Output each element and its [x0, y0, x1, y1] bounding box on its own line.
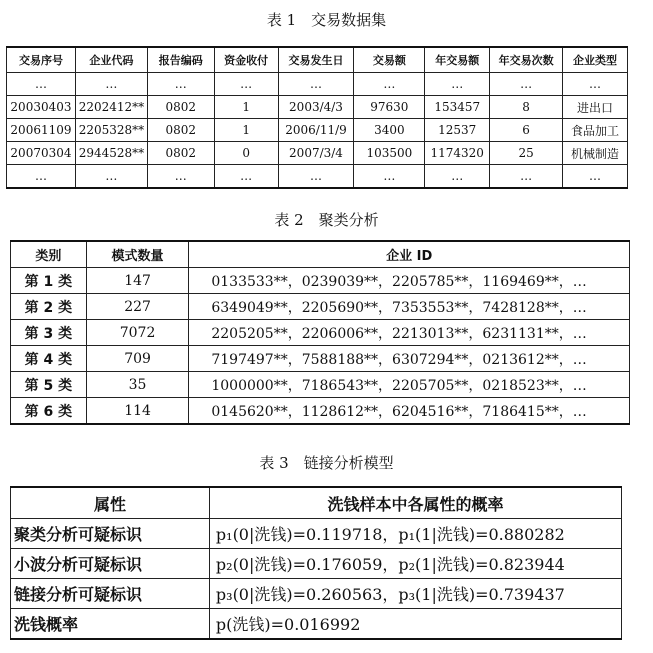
table2-title: 表 2 聚类分析: [274, 211, 379, 229]
enterprise-ids: 0133533**，0239039**，2205785**，1169469**，…: [189, 268, 630, 294]
pattern-count: 709: [86, 346, 189, 372]
column-header: 类别: [11, 241, 87, 268]
table-cell: 进出口: [563, 96, 628, 119]
table-row: [11, 372, 630, 398]
table-row: [11, 294, 630, 320]
table-row: [7, 165, 628, 189]
table-cell: …: [75, 73, 147, 96]
table-cell: 机械制造: [563, 142, 628, 165]
probability-value: p₂(0|洗钱)=0.176059，p₂(1|洗钱)=0.823944: [209, 549, 621, 579]
column-header: 洗钱样本中各属性的概率: [209, 487, 621, 519]
enterprise-ids: 7197497**，7588188**，6307294**，0213612**，…: [189, 346, 630, 372]
table-row: [7, 73, 628, 96]
table-cell: 1: [214, 119, 278, 142]
probability-value: p₃(0|洗钱)=0.260563，p₃(1|洗钱)=0.739437: [209, 579, 621, 609]
table-cell: …: [147, 165, 214, 189]
link-analysis-model-table: [10, 486, 622, 640]
transaction-dataset-table: [6, 46, 628, 189]
pattern-count: 114: [86, 398, 189, 425]
table-cell: 2202412**: [75, 96, 147, 119]
table3-title: 表 3 链接分析模型: [259, 454, 394, 472]
attribute-label: 聚类分析可疑标识: [11, 519, 210, 549]
table-cell: …: [425, 165, 490, 189]
table-cell: 1: [214, 96, 278, 119]
enterprise-ids: 1000000**，7186543**，2205705**，0218523**，…: [189, 372, 630, 398]
table-cell: …: [278, 165, 354, 189]
pattern-count: 7072: [86, 320, 189, 346]
table-cell: 0802: [147, 96, 214, 119]
table-cell: 25: [490, 142, 563, 165]
table-cell: 20070304: [7, 142, 76, 165]
table-cell: …: [75, 165, 147, 189]
table-cell: 20061109: [7, 119, 76, 142]
table-cell: …: [354, 73, 425, 96]
column-header: 属性: [11, 487, 210, 519]
table-cell: 2205328**: [75, 119, 147, 142]
column-header: 交易序号: [7, 47, 76, 73]
column-header: 企业类型: [563, 47, 628, 73]
table-row: [11, 268, 630, 294]
pattern-count: 227: [86, 294, 189, 320]
cluster-label: 第 1 类: [11, 268, 87, 294]
enterprise-ids: 0145620**，1128612**，6204516**，7186415**，…: [189, 398, 630, 425]
table-cell: …: [214, 73, 278, 96]
table-row: [11, 398, 630, 425]
table-row: [11, 549, 622, 579]
table-row: [7, 142, 628, 165]
pattern-count: 35: [86, 372, 189, 398]
pattern-count: 147: [86, 268, 189, 294]
cluster-analysis-table: [10, 240, 630, 425]
table-cell: …: [278, 73, 354, 96]
table-cell: 97630: [354, 96, 425, 119]
table-cell: …: [7, 165, 76, 189]
table-header-row: [11, 241, 630, 268]
table-cell: …: [7, 73, 76, 96]
enterprise-ids: 6349049**，2205690**，7353553**，7428128**，…: [189, 294, 630, 320]
table-row: [11, 609, 622, 640]
table-row: [7, 96, 628, 119]
table-cell: 103500: [354, 142, 425, 165]
column-header: 年交易额: [425, 47, 490, 73]
enterprise-ids: 2205205**，2206006**，2213013**，6231131**，…: [189, 320, 630, 346]
table-row: [11, 579, 622, 609]
table-cell: …: [425, 73, 490, 96]
cluster-label: 第 6 类: [11, 398, 87, 425]
cluster-label: 第 4 类: [11, 346, 87, 372]
table-cell: 食品加工: [563, 119, 628, 142]
table-cell: 0: [214, 142, 278, 165]
cluster-label: 第 3 类: [11, 320, 87, 346]
table-cell: 6: [490, 119, 563, 142]
column-header: 资金收付: [214, 47, 278, 73]
table-row: [11, 320, 630, 346]
attribute-label: 洗钱概率: [11, 609, 210, 640]
probability-value: p₁(0|洗钱)=0.119718，p₁(1|洗钱)=0.880282: [209, 519, 621, 549]
column-header: 交易发生日: [278, 47, 354, 73]
table-cell: 1174320: [425, 142, 490, 165]
probability-value: p(洗钱)=0.016992: [209, 609, 621, 640]
column-header: 交易额: [354, 47, 425, 73]
table1-title: 表 1 交易数据集: [266, 11, 387, 29]
column-header: 模式数量: [86, 241, 189, 268]
table-header-row: [11, 487, 622, 519]
attribute-label: 小波分析可疑标识: [11, 549, 210, 579]
cluster-label: 第 2 类: [11, 294, 87, 320]
table-cell: 2007/3/4: [278, 142, 354, 165]
attribute-label: 链接分析可疑标识: [11, 579, 210, 609]
table-cell: 0802: [147, 142, 214, 165]
table-row: [11, 346, 630, 372]
table-cell: 153457: [425, 96, 490, 119]
column-header: 报告编码: [147, 47, 214, 73]
column-header: 企业 ID: [189, 241, 630, 268]
table-cell: 2003/4/3: [278, 96, 354, 119]
cluster-label: 第 5 类: [11, 372, 87, 398]
column-header: 年交易次数: [490, 47, 563, 73]
table-cell: 2944528**: [75, 142, 147, 165]
table-cell: 2006/11/9: [278, 119, 354, 142]
table-cell: …: [563, 73, 628, 96]
table-cell: 12537: [425, 119, 490, 142]
column-header: 企业代码: [75, 47, 147, 73]
table-cell: …: [563, 165, 628, 189]
table-row: [7, 119, 628, 142]
table-cell: 3400: [354, 119, 425, 142]
table-cell: 20030403: [7, 96, 76, 119]
table-row: [11, 519, 622, 549]
table-cell: …: [214, 165, 278, 189]
table-header-row: [7, 47, 628, 73]
table-cell: …: [490, 73, 563, 96]
table-cell: …: [147, 73, 214, 96]
table-cell: 8: [490, 96, 563, 119]
table-cell: 0802: [147, 119, 214, 142]
table-cell: …: [354, 165, 425, 189]
table-cell: …: [490, 165, 563, 189]
